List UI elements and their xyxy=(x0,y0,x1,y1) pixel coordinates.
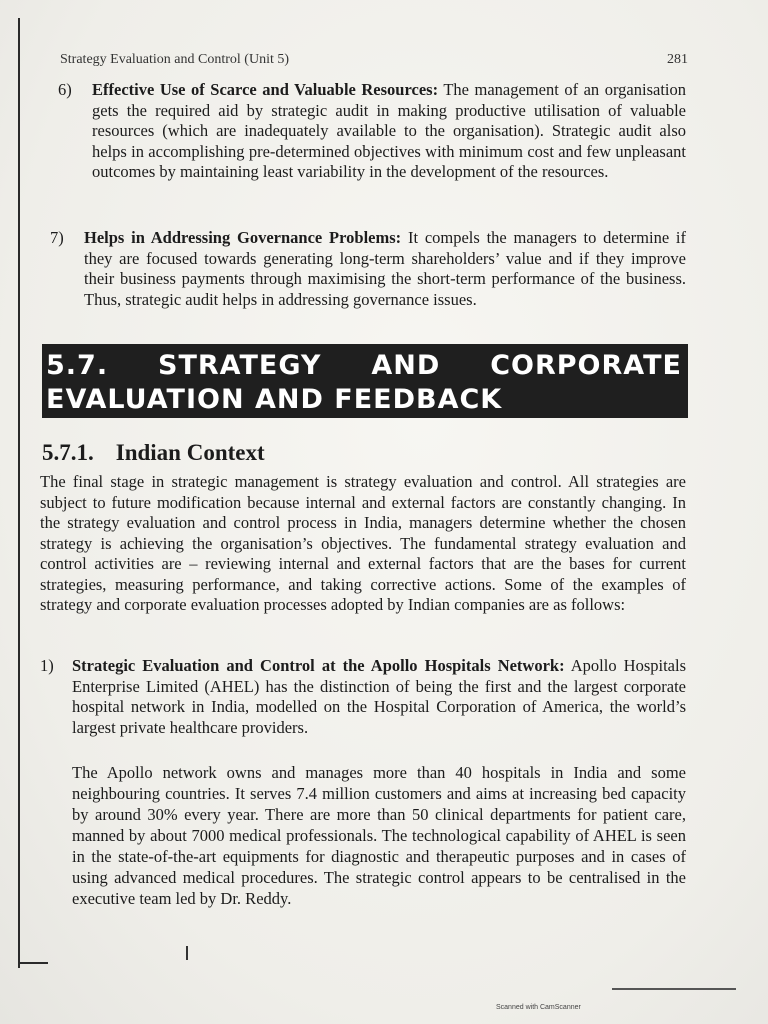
margin-tick xyxy=(186,946,188,960)
item-1-body: Apollo Hospitals Enterprise Limited (AHEL) has the distinction of being the first and the largest corporate hospital network in India, modelled on the Hospital Corporation of America, the world’s largest private healthcare providers. xyxy=(72,656,687,737)
section-title-word-1: STRATEGY xyxy=(158,350,322,381)
item-1-number: 1) xyxy=(40,656,54,675)
section-title-word-2: AND xyxy=(371,350,441,381)
item-6 xyxy=(92,80,686,183)
running-title: Strategy Evaluation and Control (Unit 5) xyxy=(60,52,290,67)
section-heading-line-1 xyxy=(46,350,682,381)
item-7-body: It compels the managers to determine if they are focused towards generating long-term shareholders’ value and if they improve their business payments through maximising the short-term performance of the business. Thus, strategic audit helps in addressing governance issues. xyxy=(84,228,687,309)
item-1-heading: Strategic Evaluation and Control at the Apollo Hospitals Network: xyxy=(72,656,565,675)
item-7 xyxy=(84,228,686,310)
bottom-corner-mark xyxy=(18,962,48,964)
item-6-heading: Effective Use of Scarce and Valuable Resources: xyxy=(92,80,439,99)
left-margin-rule xyxy=(18,18,20,968)
section-number: 5.7. xyxy=(46,350,109,381)
section-heading-line-2: EVALUATION AND FEEDBACK xyxy=(46,384,503,415)
subsection-number: 5.7.1. xyxy=(42,440,94,465)
item-7-number: 7) xyxy=(50,228,64,247)
running-header xyxy=(60,52,688,68)
item-1-paragraph-2: The Apollo network owns and manages more than 40 hospitals in India and some neighbouring countries. It serves 7.4 million customers and aims at increasing bed capacity by around 30% every year. There are more than 50 clinical departments for patient care, manned by about 7000 medical professionals. The technological capability of AHEL is seen in the state-of-the-art equipments for diagnostic and therapeutic purposes and in cases of using advanced medical procedures. The strategic control appears to be centralised in the executive team led by Dr. Reddy. xyxy=(72,763,686,908)
intro-paragraph: The final stage in strategic management is strategy evaluation and control. All strategies are subject to future modification because internal and external factors are constantly changing. In the strategy evaluation and control process in India, managers determine whether the chosen strategy is achieving the organisation’s objectives. The fundamental strategy evaluation and control activities are – reviewing internal and external factors that are the bases for current strategies, measuring performance, and taking corrective actions. Some of the examples of strategy and corporate evaluation processes adopted by Indian companies are as follows: xyxy=(40,472,686,614)
item-7-heading: Helps in Addressing Governance Problems: xyxy=(84,228,402,247)
item-1 xyxy=(72,656,686,738)
section-title-word-3: CORPORATE xyxy=(490,350,682,381)
item-6-number: 6) xyxy=(58,80,72,99)
scanner-watermark: Scanned with CamScanner xyxy=(496,1004,581,1011)
item-6-body: The management of an organisation gets the required aid by strategic audit in making productive utilisation of valuable resources (which are inadequately available to the organisation). Strategic audit also helps in accomplishing pre-determined objectives with minimum cost and few unpleasant outcomes by maintaining least variability in the development of the resources. xyxy=(92,80,686,181)
page-number: 281 xyxy=(667,52,688,67)
subsection-heading xyxy=(42,440,265,466)
bottom-rule xyxy=(612,988,736,990)
section-heading-band xyxy=(42,344,688,418)
subsection-title: Indian Context xyxy=(115,440,265,465)
